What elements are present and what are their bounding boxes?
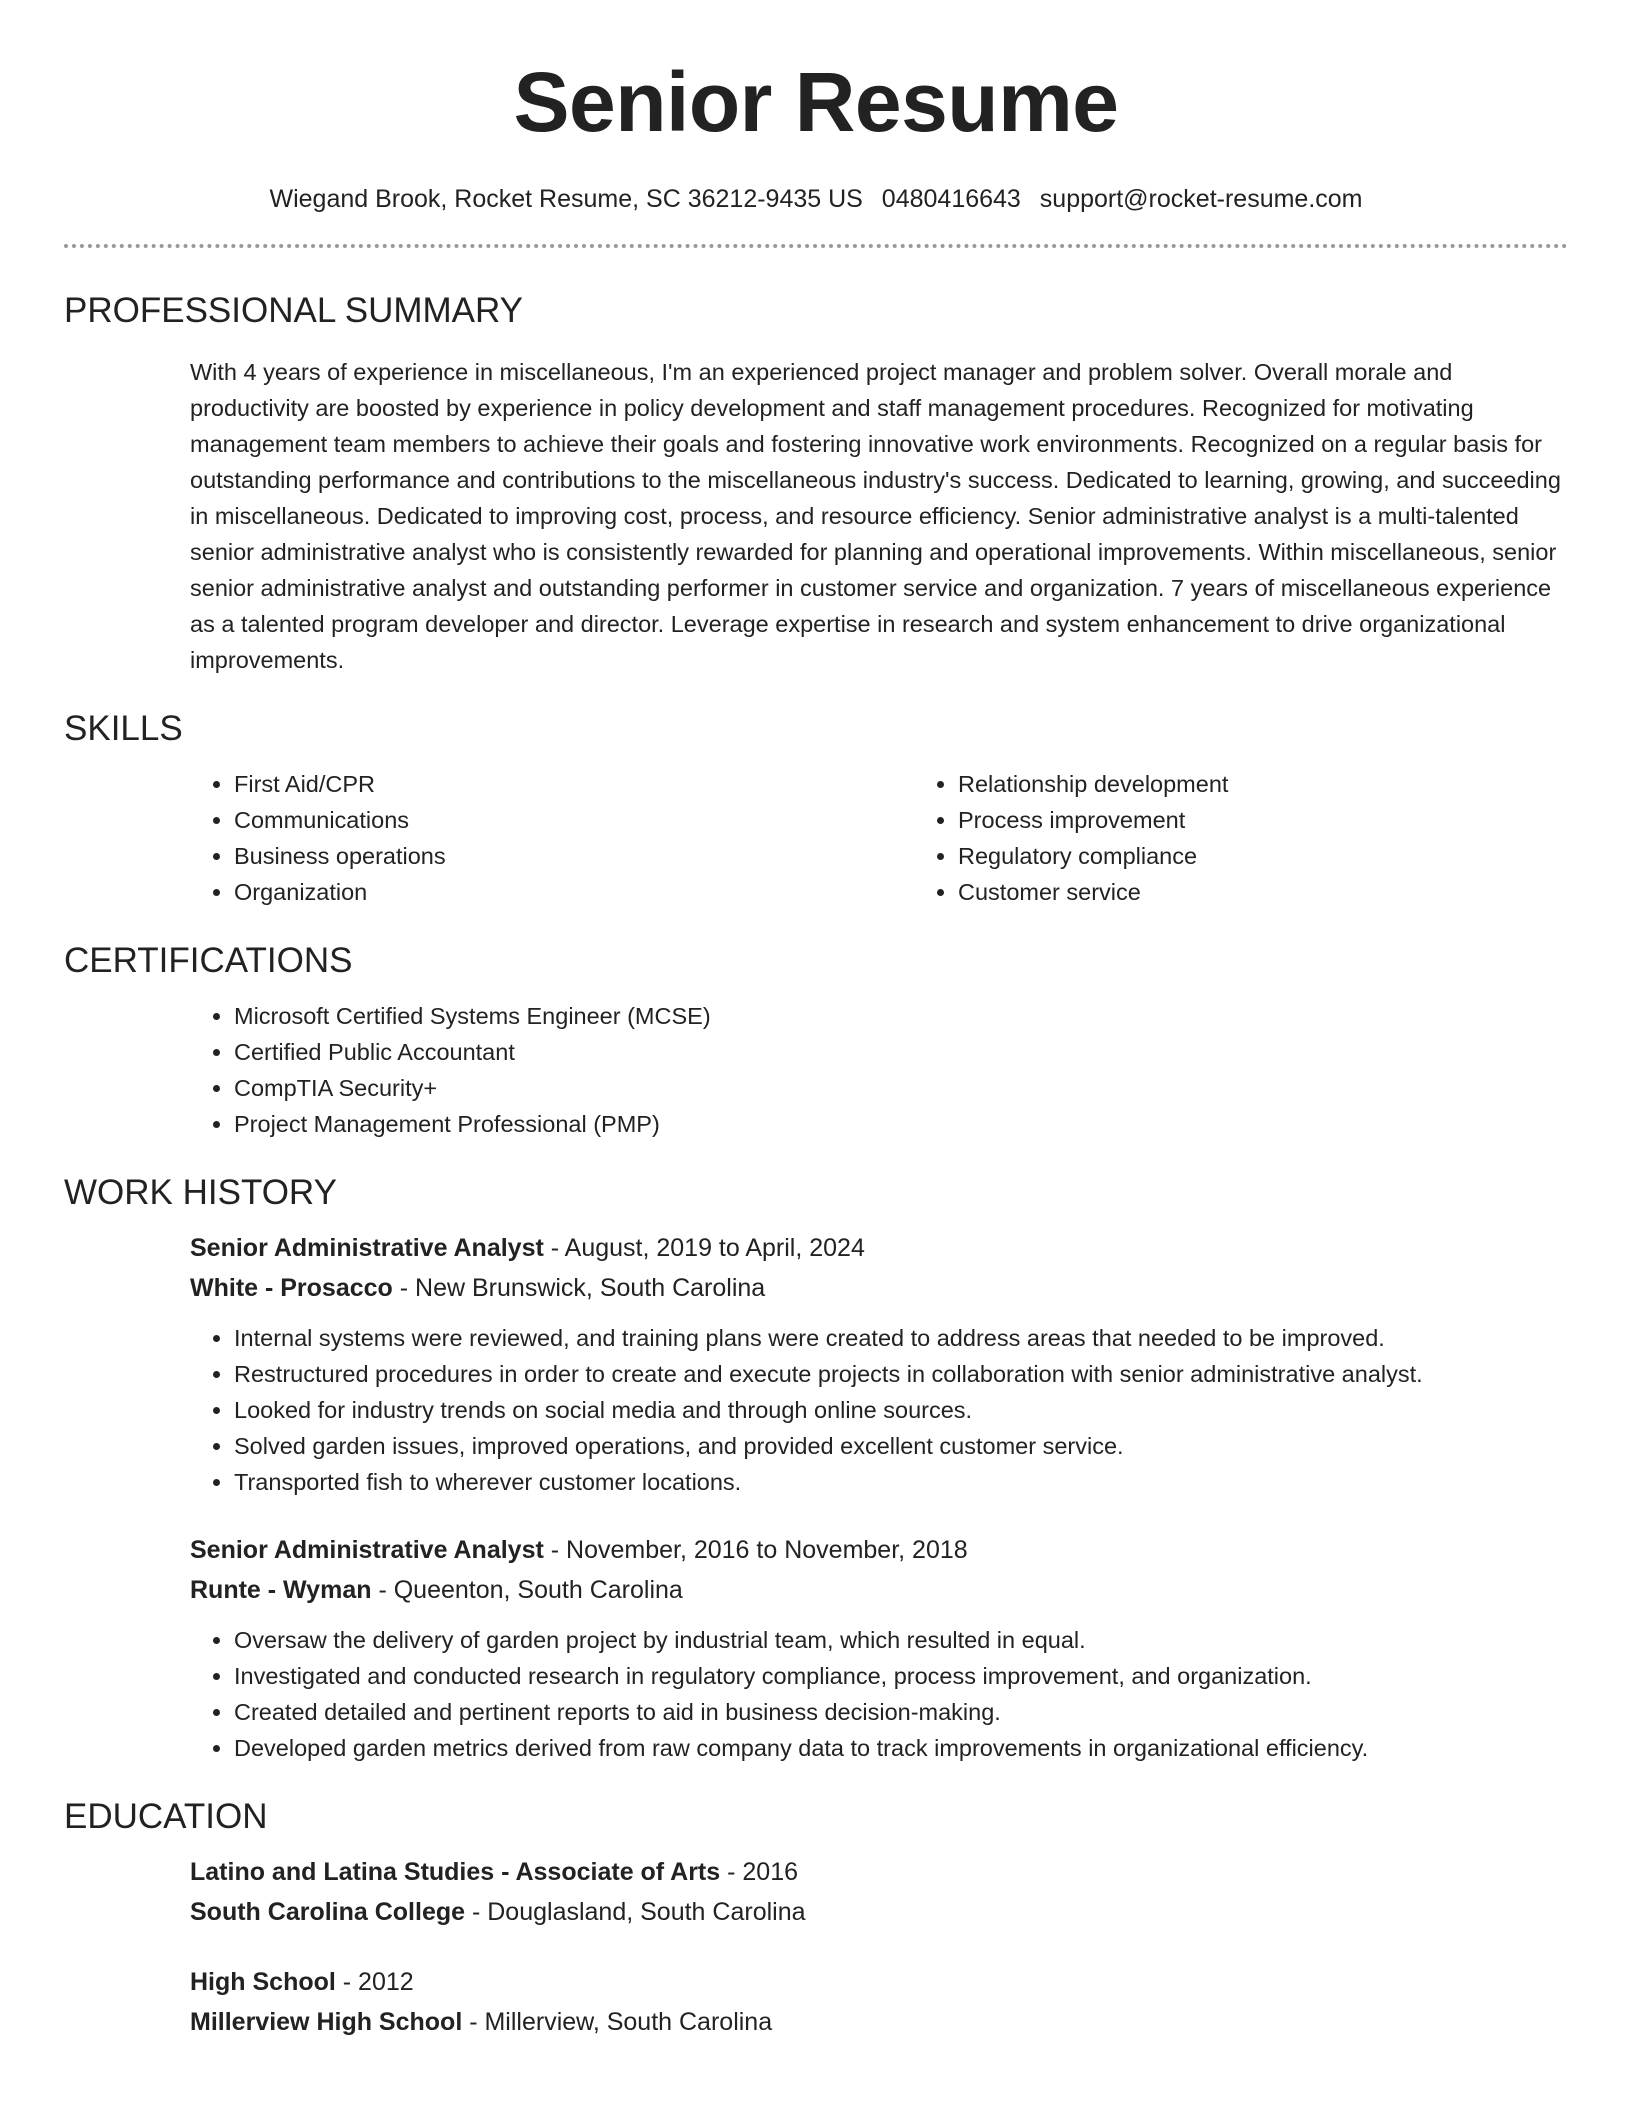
- certification-item: • CompTIA Security+: [234, 1070, 1568, 1106]
- separator: -: [392, 1274, 416, 1302]
- skill-item: • Customer service: [958, 874, 1568, 910]
- job-role: Senior Administrative Analyst: [190, 1536, 544, 1564]
- education-school: Millerview High School: [190, 2008, 463, 2036]
- education-degree: High School: [190, 1968, 336, 1996]
- job-role: Senior Administrative Analyst: [190, 1234, 544, 1262]
- job-bullet: • Solved garden issues, improved operations, and provided excellent customer service.: [234, 1428, 1568, 1464]
- contact-phone: 0480416643: [881, 185, 1021, 213]
- job-location: New Brunswick, South Carolina: [415, 1274, 766, 1302]
- job-bullet: • Oversaw the delivery of garden project by industrial team, which resulted in equal.: [234, 1622, 1568, 1658]
- education-year: 2012: [358, 1968, 414, 1996]
- job-company: Runte - Wyman: [190, 1576, 372, 1604]
- education-section: [64, 1796, 1568, 2042]
- education-heading: EDUCATION: [64, 1797, 268, 1836]
- skill-item: • First Aid/CPR: [234, 766, 914, 802]
- summary-heading: PROFESSIONAL SUMMARY: [64, 291, 523, 330]
- job-bullets: [190, 1320, 1568, 1500]
- skill-item: • Organization: [234, 874, 914, 910]
- work-heading: WORK HISTORY: [64, 1173, 337, 1212]
- skill-item: • Communications: [234, 802, 914, 838]
- resume-name: Senior Resume: [513, 55, 1119, 149]
- education-location: Millerview, South Carolina: [484, 2008, 773, 2036]
- skill-item: • Relationship development: [958, 766, 1568, 802]
- education-body: [64, 1852, 1568, 2042]
- certification-item: • Certified Public Accountant: [234, 1034, 1568, 1070]
- separator: -: [335, 1968, 359, 1996]
- job-company: White - Prosacco: [190, 1274, 393, 1302]
- education-entry: [190, 1852, 1568, 1932]
- job-bullet: • Developed garden metrics derived from raw company data to track improvements in organizational efficiency.: [234, 1730, 1568, 1766]
- certifications-body: [64, 998, 1568, 1142]
- education-school: South Carolina College: [190, 1898, 466, 1926]
- job-entry: [190, 1228, 1568, 1500]
- job-bullet: • Investigated and conducted research in regulatory compliance, process improvement, and organization.: [234, 1658, 1568, 1694]
- education-school-line: [190, 1892, 1568, 1932]
- job-company-line: [190, 1268, 1568, 1308]
- job-bullet: • Internal systems were reviewed, and training plans were created to address areas that needed to be improved.: [234, 1320, 1568, 1356]
- job-bullet: • Looked for industry trends on social media and through online sources.: [234, 1392, 1568, 1428]
- certifications-heading: CERTIFICATIONS: [64, 941, 353, 980]
- job-title-line: [190, 1530, 1568, 1570]
- skill-item: • Business operations: [234, 838, 914, 874]
- job-bullet: • Restructured procedures in order to create and execute projects in collaboration with senior administrative analyst.: [234, 1356, 1568, 1392]
- work-body: [64, 1228, 1568, 1766]
- skills-grid: [64, 766, 1568, 910]
- job-entry: [190, 1530, 1568, 1766]
- education-school-line: [190, 2002, 1568, 2042]
- education-degree-line: [190, 1852, 1568, 1892]
- job-dates: November, 2016 to November, 2018: [566, 1536, 968, 1564]
- education-degree: Latino and Latina Studies - Associate of Arts: [190, 1858, 721, 1886]
- skills-section: [64, 708, 1568, 910]
- contact-line: [64, 184, 1568, 214]
- skill-item: • Process improvement: [958, 802, 1568, 838]
- header-divider: [64, 244, 1568, 248]
- certifications-section: [64, 940, 1568, 1142]
- education-location: Douglasland, South Carolina: [487, 1898, 806, 1926]
- summary-body: [64, 354, 1568, 678]
- separator: -: [543, 1234, 565, 1262]
- certification-item: • Project Management Professional (PMP): [234, 1106, 1568, 1142]
- job-location: Queenton, South Carolina: [393, 1576, 683, 1604]
- education-degree-line: [190, 1962, 1568, 2002]
- skill-item: • Regulatory compliance: [958, 838, 1568, 874]
- job-dates: August, 2019 to April, 2024: [564, 1234, 865, 1262]
- contact-address: Wiegand Brook, Rocket Resume, SC 36212-9435 US: [269, 185, 863, 213]
- education-entry: [190, 1962, 1568, 2042]
- education-year: 2016: [742, 1858, 799, 1886]
- certification-item: • Microsoft Certified Systems Engineer (MCSE): [234, 998, 1568, 1034]
- skills-heading: SKILLS: [64, 709, 183, 748]
- job-company-line: [190, 1570, 1568, 1610]
- summary-text: With 4 years of experience in miscellaneous, I'm an experienced project manager and problem solver. Overall morale and productivity are boosted by experience in policy development and staff management procedures. Recognized for motivating management team members to achieve their goals and fostering innovative work environments. Recognized on a regular basis for outstanding performance and contributions to the miscellaneous industry's success. Dedicated to learning, growing, and succeeding in miscellaneous. Dedicated to improving cost, process, and resource efficiency. Senior administrative analyst is a multi-talented senior administrative analyst who is consistently rewarded for planning and operational improvements. Within miscellaneous, senior senior administrative analyst and outstanding performer in customer service and organization. 7 years of miscellaneous experience as a talented program developer and director. Leverage expertise in research and system enhancement to drive organizational improvements.: [190, 359, 1561, 673]
- job-bullet: • Transported fish to wherever customer locations.: [234, 1464, 1568, 1500]
- separator: -: [543, 1536, 567, 1564]
- job-bullet: • Created detailed and pertinent reports to aid in business decision-making.: [234, 1694, 1568, 1730]
- skills-list-right: [914, 766, 1568, 910]
- job-title-line: [190, 1228, 1568, 1268]
- certifications-list: [190, 998, 1568, 1142]
- work-section: [64, 1172, 1568, 1766]
- separator: -: [462, 2008, 485, 2036]
- skills-list-left: [190, 766, 914, 910]
- separator: -: [720, 1858, 743, 1886]
- summary-section: [64, 290, 1568, 678]
- job-bullets: [190, 1622, 1568, 1766]
- contact-email[interactable]: support@rocket-resume.com: [1039, 185, 1363, 213]
- separator: -: [371, 1576, 394, 1604]
- separator: -: [465, 1898, 488, 1926]
